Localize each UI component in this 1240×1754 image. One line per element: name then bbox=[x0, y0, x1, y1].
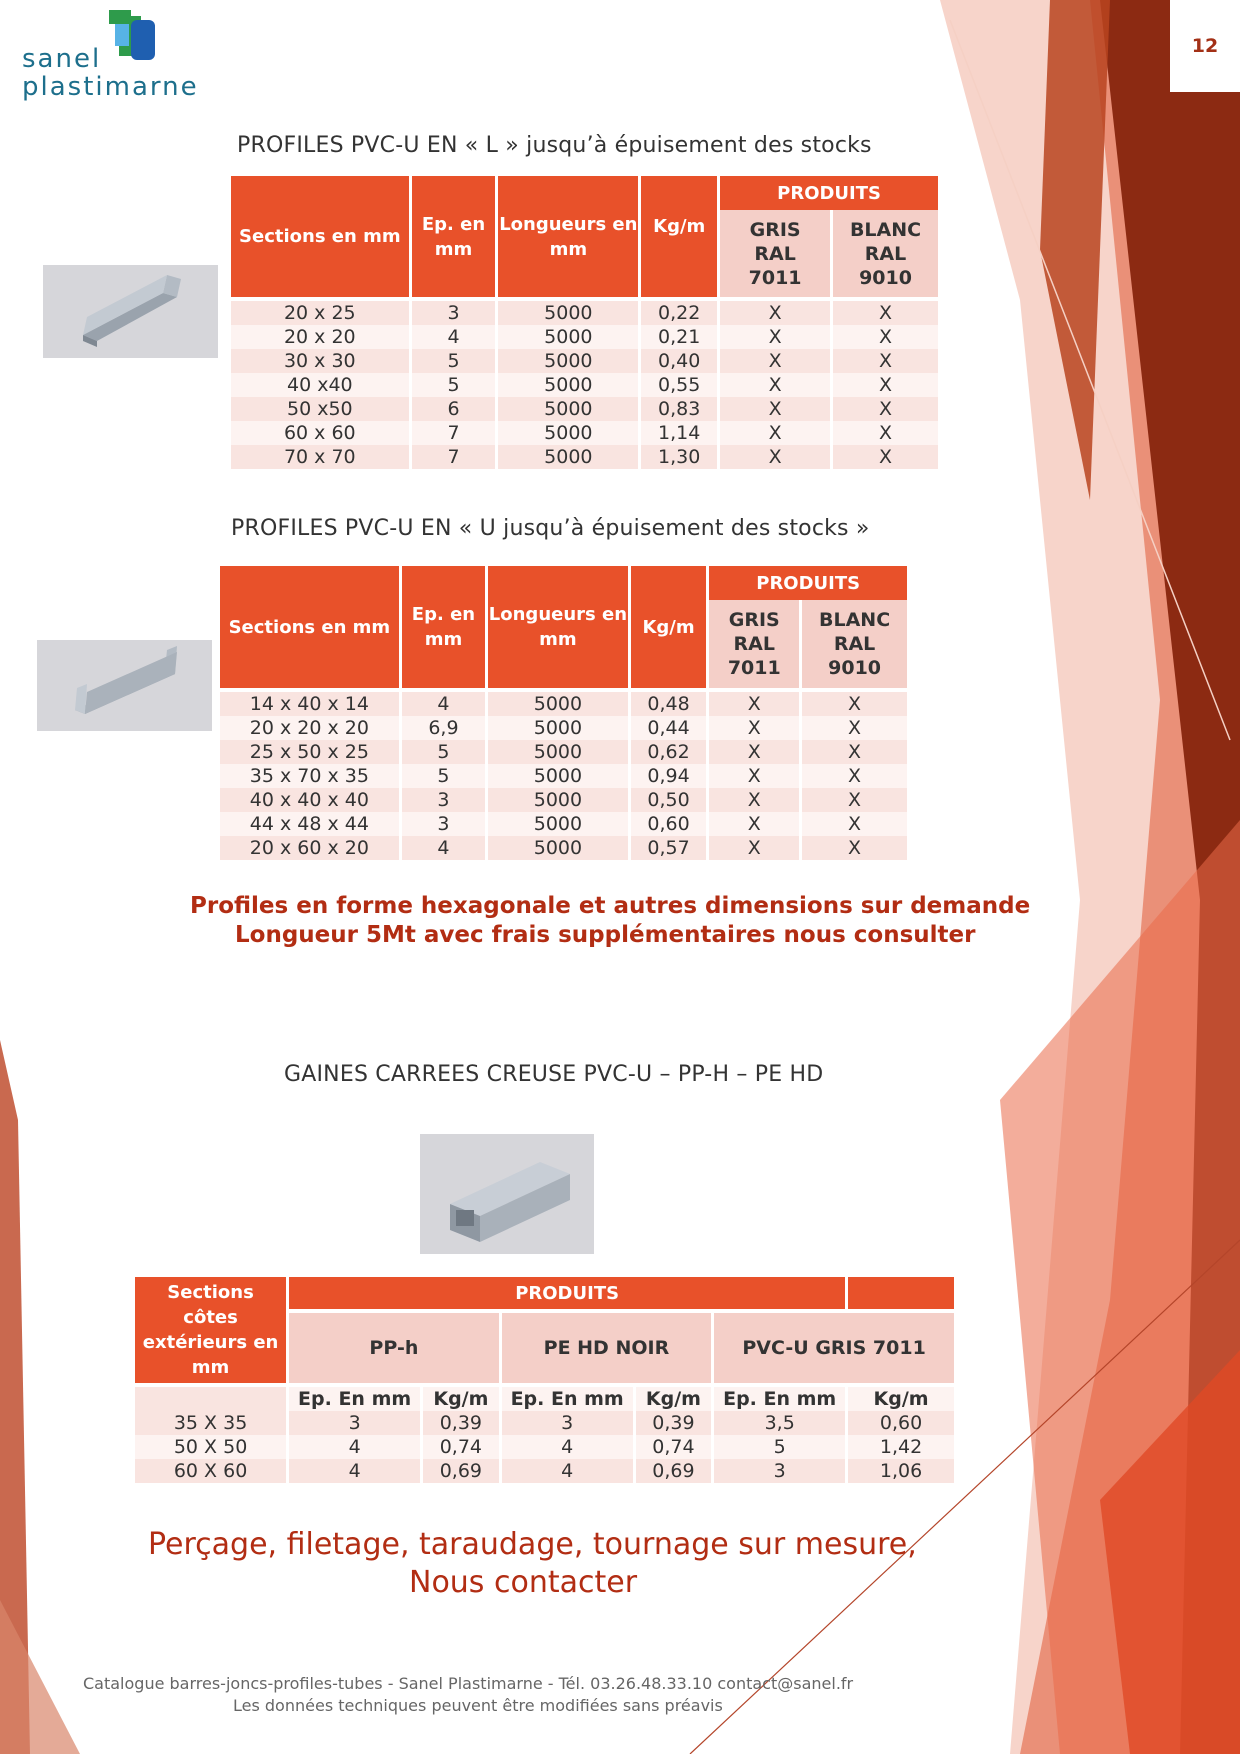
header-pph: PP-h bbox=[289, 1309, 499, 1383]
table-l-body bbox=[231, 301, 938, 469]
table-cell: 0,83 bbox=[641, 397, 717, 421]
l-profile-image bbox=[43, 265, 218, 358]
table-cell: 5000 bbox=[488, 788, 628, 812]
table-cell: 20 x 60 x 20 bbox=[220, 836, 399, 860]
header-ep: Ep. en mm bbox=[412, 176, 496, 297]
table-cell: 44 x 48 x 44 bbox=[220, 812, 399, 836]
table-cell: X bbox=[709, 716, 799, 740]
table-row bbox=[231, 445, 938, 469]
table-cell: 5000 bbox=[498, 421, 638, 445]
table-row bbox=[220, 764, 907, 788]
table-cell: 5 bbox=[402, 740, 485, 764]
table-cell: 0,22 bbox=[641, 301, 717, 325]
table-u-body bbox=[220, 692, 907, 860]
table-cell: 0,74 bbox=[423, 1435, 499, 1459]
table-cell: X bbox=[833, 373, 938, 397]
promo-line-2: Nous contacter bbox=[409, 1565, 638, 1600]
table-row bbox=[231, 349, 938, 373]
table-cell: 4 bbox=[289, 1459, 420, 1483]
table-cell: 0,74 bbox=[636, 1435, 712, 1459]
table-cell: X bbox=[720, 421, 830, 445]
table-cell: 40 x40 bbox=[231, 373, 409, 397]
table-cell: 5000 bbox=[498, 445, 638, 469]
header-ep-pph: Ep. En mm bbox=[289, 1383, 420, 1411]
table-cell: 5000 bbox=[488, 836, 628, 860]
page-number: 12 bbox=[1170, 0, 1240, 92]
header-longueurs: Longueurs en mm bbox=[488, 566, 628, 688]
table-cell: 50 x50 bbox=[231, 397, 409, 421]
table-cell: X bbox=[802, 812, 907, 836]
table-cell: X bbox=[720, 445, 830, 469]
table-cell: 0,69 bbox=[423, 1459, 499, 1483]
table-cell: 3,5 bbox=[714, 1411, 845, 1435]
table-cell: X bbox=[833, 325, 938, 349]
table-cell: 0,48 bbox=[631, 692, 707, 716]
table-cell: X bbox=[833, 397, 938, 421]
table-cell: X bbox=[802, 716, 907, 740]
header-kg-pph: Kg/m bbox=[423, 1383, 499, 1411]
table-cell: 0,44 bbox=[631, 716, 707, 740]
table-cell: X bbox=[720, 373, 830, 397]
table-cell: 1,30 bbox=[641, 445, 717, 469]
table-cell: 4 bbox=[402, 692, 485, 716]
table-cell: 3 bbox=[714, 1459, 845, 1483]
header-blanc: BLANC RAL 9010 bbox=[833, 210, 938, 297]
table-row bbox=[220, 788, 907, 812]
table-gaines bbox=[132, 1277, 957, 1483]
table-cell: 5000 bbox=[488, 764, 628, 788]
table-cell: X bbox=[720, 301, 830, 325]
table-cell: X bbox=[833, 301, 938, 325]
table-cell: 60 X 60 bbox=[135, 1459, 286, 1483]
table-cell: 1,42 bbox=[848, 1435, 954, 1459]
header-gris: GRIS RAL 7011 bbox=[720, 210, 830, 297]
note-line-2: Longueur 5Mt avec frais supplémentaires nous consulter bbox=[235, 922, 976, 948]
logo-mark-icon bbox=[105, 6, 165, 66]
section-l-title: PROFILES PVC-U EN « L » jusqu’à épuisement des stocks bbox=[237, 133, 872, 158]
table-row bbox=[220, 692, 907, 716]
footer-line-1: Catalogue barres-joncs-profiles-tubes - Sanel Plastimarne - Tél. 03.26.48.33.10 contact@sanel.fr bbox=[83, 1674, 854, 1693]
table-cell: 3 bbox=[402, 788, 485, 812]
note-line-1: Profiles en forme hexagonale et autres dimensions sur demande bbox=[190, 893, 1031, 919]
table-cell: X bbox=[709, 788, 799, 812]
table-cell: 0,94 bbox=[631, 764, 707, 788]
table-cell: 7 bbox=[412, 421, 496, 445]
table-cell: X bbox=[720, 349, 830, 373]
table-cell: 5 bbox=[402, 764, 485, 788]
table-cell: 35 X 35 bbox=[135, 1411, 286, 1435]
table-cell: X bbox=[802, 764, 907, 788]
table-row bbox=[231, 397, 938, 421]
table-cell: 0,69 bbox=[636, 1459, 712, 1483]
header-pvcu: PVC-U GRIS 7011 bbox=[714, 1309, 954, 1383]
table-cell: 0,50 bbox=[631, 788, 707, 812]
table-row bbox=[231, 373, 938, 397]
table-cell: X bbox=[833, 349, 938, 373]
table-cell: X bbox=[720, 325, 830, 349]
table-cell: 7 bbox=[412, 445, 496, 469]
table-cell: 3 bbox=[412, 301, 496, 325]
table-gaines-body bbox=[135, 1411, 954, 1483]
table-cell: 4 bbox=[412, 325, 496, 349]
table-row bbox=[220, 836, 907, 860]
table-cell: 5000 bbox=[498, 325, 638, 349]
header-ep: Ep. en mm bbox=[402, 566, 485, 688]
header-pehd: PE HD NOIR bbox=[502, 1309, 712, 1383]
table-cell: 20 x 20 x 20 bbox=[220, 716, 399, 740]
table-cell: 5000 bbox=[488, 812, 628, 836]
table-cell: 5000 bbox=[488, 740, 628, 764]
header-ep-pvcu: Ep. En mm bbox=[714, 1383, 845, 1411]
header-produits: PRODUITS bbox=[709, 566, 907, 600]
logo-text-plastimarne: plastimarne bbox=[22, 72, 199, 102]
table-cell: 5000 bbox=[498, 397, 638, 421]
table-row bbox=[220, 716, 907, 740]
u-profile-image bbox=[37, 640, 212, 731]
table-cell: 5 bbox=[412, 349, 496, 373]
table-cell: 4 bbox=[502, 1459, 633, 1483]
table-cell: 30 x 30 bbox=[231, 349, 409, 373]
header-sections: Sections côtes extérieurs en mm bbox=[135, 1277, 286, 1383]
table-cell: 0,39 bbox=[423, 1411, 499, 1435]
header-kg-pvcu: Kg/m bbox=[848, 1383, 954, 1411]
header-kg: Kg/m bbox=[631, 566, 707, 688]
table-row bbox=[231, 301, 938, 325]
footer-line-2: Les données techniques peuvent être modifiées sans préavis bbox=[233, 1696, 723, 1715]
header-sections: Sections en mm bbox=[220, 566, 399, 688]
table-cell: 1,06 bbox=[848, 1459, 954, 1483]
header-ep-pehd: Ep. En mm bbox=[502, 1383, 633, 1411]
table-cell: 5 bbox=[714, 1435, 845, 1459]
table-cell: 6,9 bbox=[402, 716, 485, 740]
table-cell: 5000 bbox=[488, 716, 628, 740]
table-cell: 4 bbox=[289, 1435, 420, 1459]
table-cell: 3 bbox=[289, 1411, 420, 1435]
table-cell: 0,60 bbox=[848, 1411, 954, 1435]
header-sections: Sections en mm bbox=[231, 176, 409, 297]
table-row bbox=[231, 325, 938, 349]
table-cell: 5000 bbox=[498, 301, 638, 325]
table-cell: X bbox=[802, 692, 907, 716]
table-l-profiles bbox=[228, 176, 941, 469]
table-cell: X bbox=[709, 692, 799, 716]
table-cell: 0,40 bbox=[641, 349, 717, 373]
table-cell: 20 x 25 bbox=[231, 301, 409, 325]
table-cell: 70 x 70 bbox=[231, 445, 409, 469]
header-gris: GRIS RAL 7011 bbox=[709, 600, 799, 688]
header-blanc: BLANC RAL 9010 bbox=[802, 600, 907, 688]
header-produits: PRODUITS bbox=[720, 176, 938, 210]
table-cell: 0,39 bbox=[636, 1411, 712, 1435]
table-cell: 1,14 bbox=[641, 421, 717, 445]
table-row bbox=[220, 740, 907, 764]
square-tube-image bbox=[420, 1134, 594, 1254]
header-kg: Kg/m bbox=[641, 176, 717, 297]
table-cell: 0,62 bbox=[631, 740, 707, 764]
table-cell: X bbox=[802, 836, 907, 860]
table-cell: 5 bbox=[412, 373, 496, 397]
header-produits: PRODUITS bbox=[289, 1277, 845, 1309]
table-cell: 60 x 60 bbox=[231, 421, 409, 445]
table-cell: 50 X 50 bbox=[135, 1435, 286, 1459]
table-cell: 0,21 bbox=[641, 325, 717, 349]
table-cell: X bbox=[709, 740, 799, 764]
table-cell: 6 bbox=[412, 397, 496, 421]
table-cell: 3 bbox=[502, 1411, 633, 1435]
table-cell: 40 x 40 x 40 bbox=[220, 788, 399, 812]
table-cell: 3 bbox=[402, 812, 485, 836]
table-cell: 25 x 50 x 25 bbox=[220, 740, 399, 764]
table-cell: 0,60 bbox=[631, 812, 707, 836]
table-cell: X bbox=[709, 836, 799, 860]
promo-line-1: Perçage, filetage, taraudage, tournage sur mesure, bbox=[148, 1527, 917, 1562]
table-cell: X bbox=[833, 421, 938, 445]
table-cell: 14 x 40 x 14 bbox=[220, 692, 399, 716]
table-cell: 0,55 bbox=[641, 373, 717, 397]
table-row bbox=[231, 421, 938, 445]
table-cell: X bbox=[709, 764, 799, 788]
table-cell: X bbox=[709, 812, 799, 836]
table-cell: X bbox=[833, 445, 938, 469]
section-u-title: PROFILES PVC-U EN « U jusqu’à épuisement des stocks » bbox=[231, 516, 870, 541]
table-cell: 5000 bbox=[498, 349, 638, 373]
table-row bbox=[135, 1459, 954, 1483]
table-cell: X bbox=[720, 397, 830, 421]
header-longueurs: Longueurs en mm bbox=[498, 176, 638, 297]
table-row bbox=[135, 1411, 954, 1435]
section-gaines-title: GAINES CARREES CREUSE PVC-U – PP-H – PE HD bbox=[284, 1062, 824, 1087]
table-cell: 4 bbox=[402, 836, 485, 860]
table-cell: X bbox=[802, 740, 907, 764]
table-cell: 0,57 bbox=[631, 836, 707, 860]
table-cell: 5000 bbox=[498, 373, 638, 397]
table-cell: X bbox=[802, 788, 907, 812]
table-cell: 4 bbox=[502, 1435, 633, 1459]
logo-text-sanel: sanel bbox=[22, 44, 102, 74]
table-cell: 35 x 70 x 35 bbox=[220, 764, 399, 788]
table-u-profiles bbox=[217, 566, 910, 860]
table-cell: 20 x 20 bbox=[231, 325, 409, 349]
table-row bbox=[220, 812, 907, 836]
header-kg-pehd: Kg/m bbox=[636, 1383, 712, 1411]
table-cell: 5000 bbox=[488, 692, 628, 716]
table-row bbox=[135, 1435, 954, 1459]
